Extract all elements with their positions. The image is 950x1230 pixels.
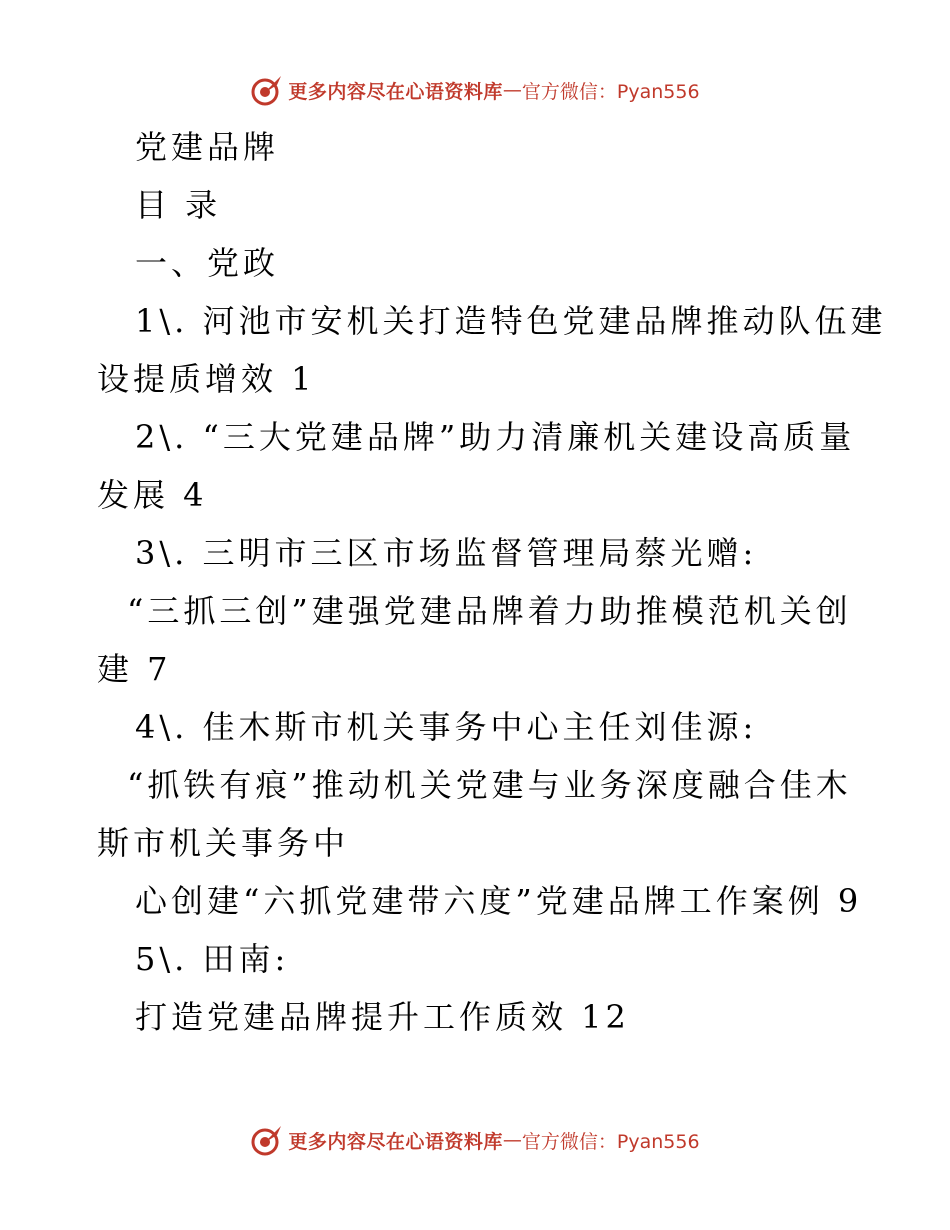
banner-wechat-text: 官方微信：Pyan556 bbox=[521, 1130, 700, 1153]
banner-dash: — bbox=[502, 1129, 522, 1151]
toc-entry-3-line-2: “三抓三创”建强党建品牌着力助推模范机关创 bbox=[127, 592, 852, 630]
toc-heading: 目 录 bbox=[135, 186, 222, 224]
toc-entry-4-line-4: 心创建“六抓党建带六度”党建品牌工作案例 9 bbox=[135, 882, 863, 920]
toc-entry-4-line-1: 4\. 佳木斯市机关事务中心主任刘佳源: bbox=[135, 708, 758, 746]
toc-entry-5-line-1: 5\. 田南: bbox=[135, 940, 290, 978]
toc-entry-4-line-2: “抓铁有痕”推动机关党建与业务深度融合佳木 bbox=[127, 766, 852, 804]
toc-entry-5-line-2: 打造党建品牌提升工作质效 12 bbox=[135, 998, 630, 1036]
toc-entry-1-line-1: 1\. 河池市安机关打造特色党建品牌推动队伍建 bbox=[135, 302, 887, 340]
toc-section-heading: 一、党政 bbox=[135, 244, 280, 282]
header-watermark-banner bbox=[0, 70, 950, 110]
quill-pen-logo-icon bbox=[250, 73, 284, 107]
quill-pen-logo-icon bbox=[250, 1123, 284, 1157]
toc-entry-3-line-3: 建 7 bbox=[97, 650, 172, 688]
banner-brand-text: 更多内容尽在心语资料库 bbox=[288, 1130, 503, 1153]
doc-title: 党建品牌 bbox=[135, 128, 280, 166]
banner-brand-text: 更多内容尽在心语资料库 bbox=[288, 80, 503, 103]
toc-entry-4-line-3: 斯市机关事务中 bbox=[97, 824, 350, 862]
footer-watermark-banner bbox=[0, 1120, 950, 1160]
toc-entry-1-line-2: 设提质增效 1 bbox=[97, 360, 316, 398]
banner-wechat-text: 官方微信：Pyan556 bbox=[521, 80, 700, 103]
banner-dash: — bbox=[502, 79, 522, 101]
document-body bbox=[97, 118, 887, 1046]
toc-entry-2-line-1: 2\. “三大党建品牌”助力清廉机关建设高质量 bbox=[135, 418, 856, 456]
toc-entry-2-line-2: 发展 4 bbox=[97, 476, 208, 514]
toc-entry-3-line-1: 3\. 三明市三区市场监督管理局蔡光赠: bbox=[135, 534, 758, 572]
